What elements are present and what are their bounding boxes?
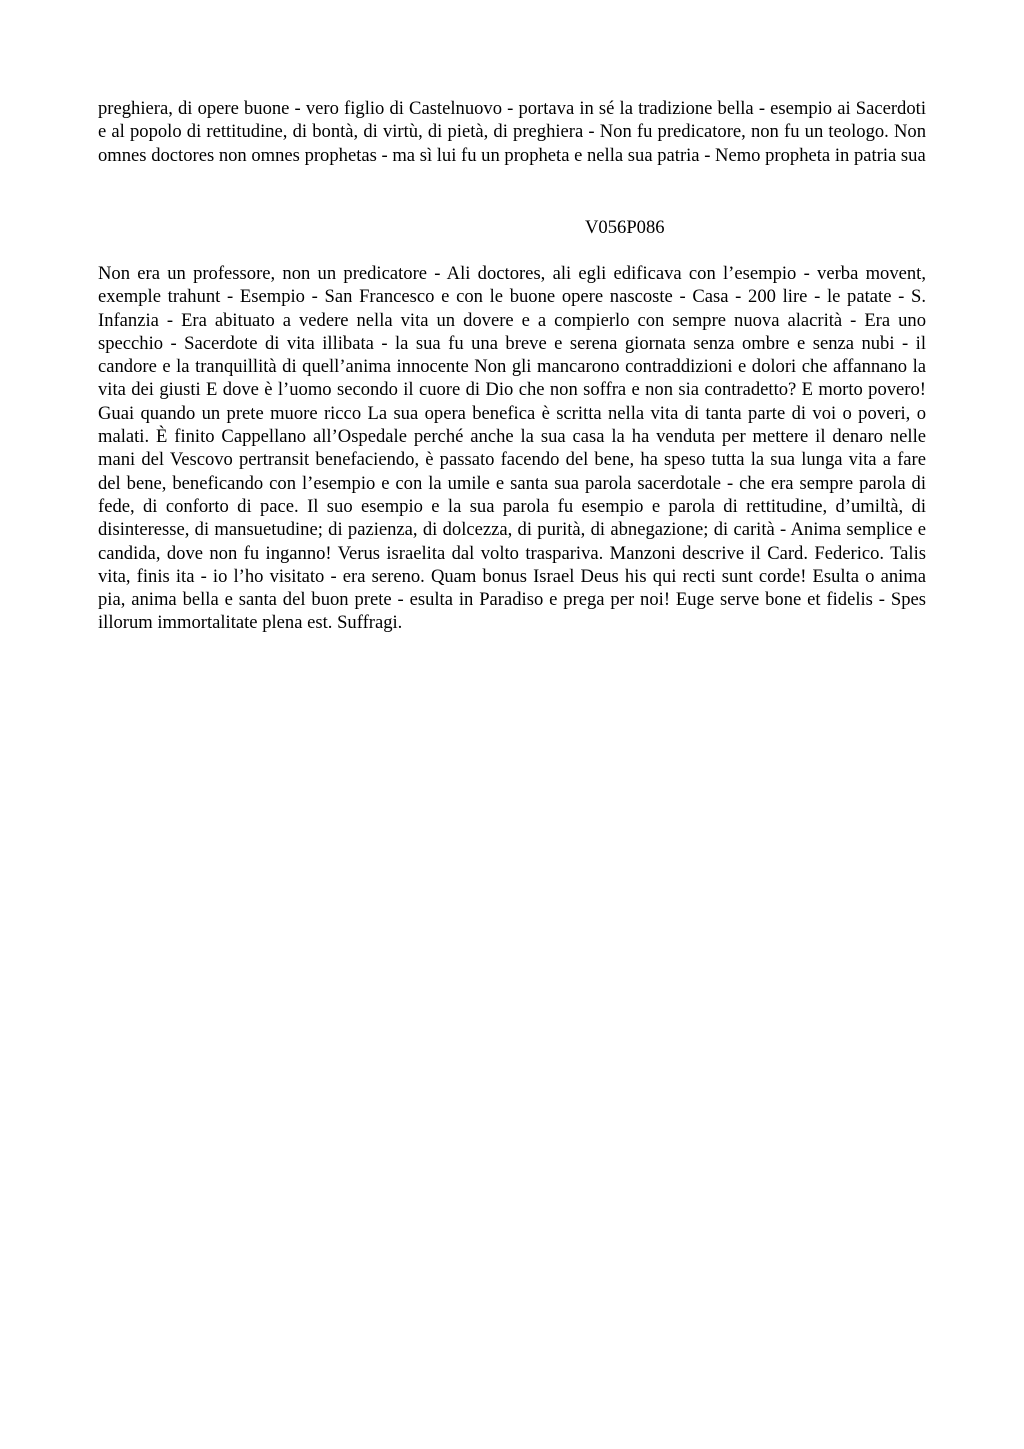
paragraph-main: Non era un professore, non un predicatore - Ali doctores, ali egli edificava con l’esempio - verba movent, exemple trahunt - Esempio - San Francesco e con le buone opere nascoste - Casa - 200 lire - le patate - S. Infanzia - Era abituato a vedere nella vita un dovere e a compierlo con sempre nuova alacrità - Era uno specchio - Sacerdote di vita illibata - la sua fu una breve e serena giornata senza ombre e senza nubi - il candore e la tranquillità di quell’anima innocente Non gli mancarono contraddizioni e dolori che affannano la vita dei giusti E dove è l’uomo secondo il cuore di Dio che non soffra e non sia contradetto? E morto povero! Guai quando un prete muore ricco La sua opera benefica è scritta nella vita di tanta parte di voi o poveri, o malati. È finito Cappellano all’Ospedale perché anche la sua casa la ha venduta per mettere il denaro nelle mani del Vescovo pertransit benefaciendo, è passato facendo del bene, ha speso tutta la sua lunga vita a fare del bene, beneficando con l’esempio e con la umile e santa sua parola sacerdotale - che era sempre parola di fede, di conforto di pace. Il suo esempio e la sua parola fu esempio e parola di rettitudine, d’umiltà, di disinteresse, di mansuetudine; di pazienza, di dolcezza, di purità, di abnegazione; di carità - Anima semplice e candida, dove non fu inganno! Verus israelita dal volto traspariva. Manzoni descrive il Card. Federico. Talis vita, finis ita - io l’ho visitato - era sereno. Quam bonus Israel Deus his qui recti sunt corde! Esulta o anima pia, anima bella e santa del buon prete - esulta in Paradiso e prega per noi! Euge serve bone et fidelis - Spes illorum immortalitate plena est. Suffragi.	[98, 263, 926, 634]
paragraph-continuation: preghiera, di opere buone - vero figlio di Castelnuovo - portava in sé la tradizione bella - esempio ai Sacerdoti e al popolo di rettitudine, di bontà, di virtù, di pietà, di preghiera - Non fu predicatore, non fu un teologo. Non omnes doctores non omnes prophetas - ma sì lui fu un propheta e nella sua patria - Nemo propheta in patria sua	[98, 98, 926, 166]
page-code-label: V056P086	[585, 217, 665, 238]
